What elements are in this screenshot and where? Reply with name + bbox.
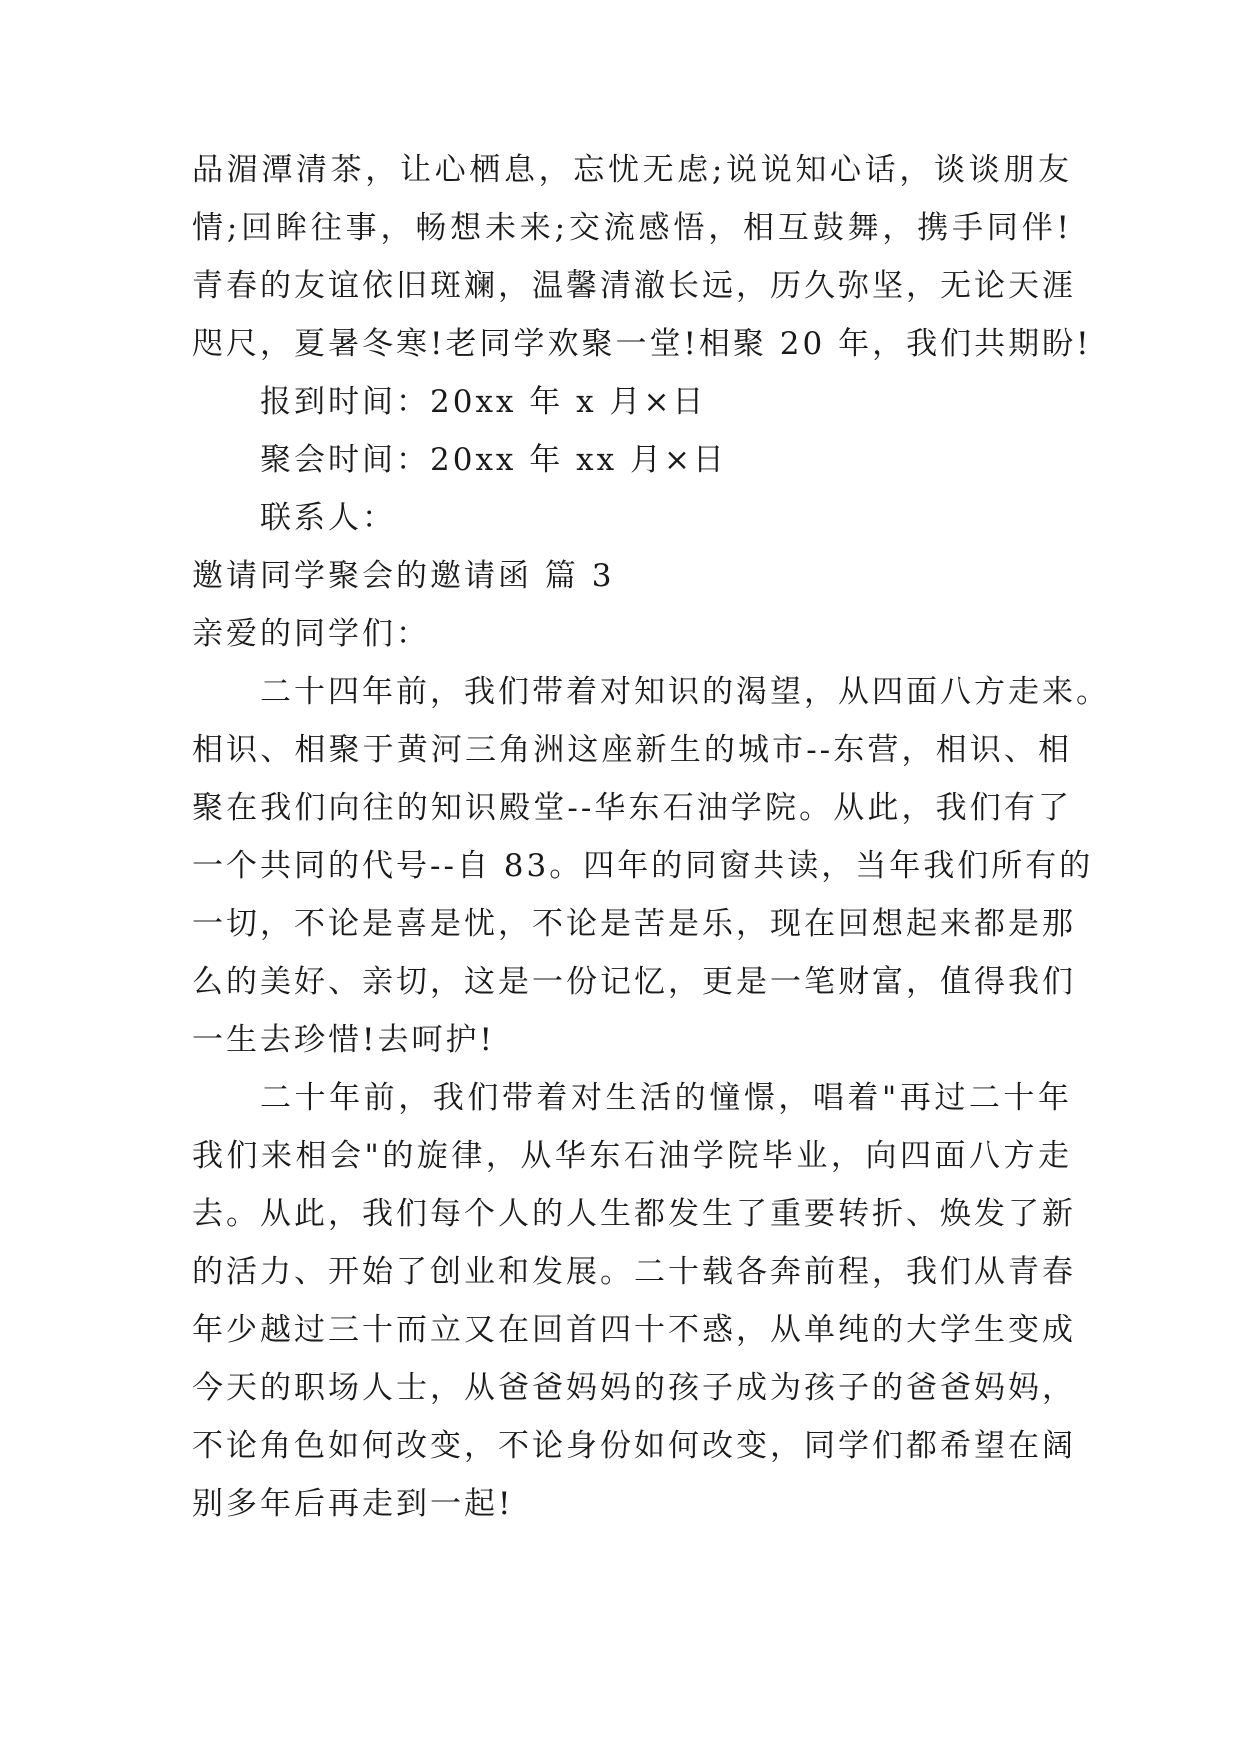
salutation: 亲爱的同学们： — [192, 616, 430, 652]
section-heading: 邀请同学聚会的邀请函 篇 3 — [192, 558, 615, 594]
paragraph-line: 二十四年前，我们带着对知识的渴望，从四面八方走来。 — [260, 674, 1110, 710]
paragraph-line: 情;回眸往事，畅想未来;交流感悟，相互鼓舞，携手同伴! — [192, 210, 1072, 246]
paragraph-line: 一切，不论是喜是忧，不论是苦是乐，现在回想起来都是那 — [192, 906, 1076, 942]
paragraph-line: 品湄潭清茶，让心栖息，忘忧无虑;说说知心话，谈谈朋友 — [192, 152, 1072, 188]
meeting-time-line: 聚会时间：20xx 年 xx 月×日 — [260, 442, 727, 478]
paragraph-line: 的活力、开始了创业和发展。二十载各奔前程，我们从青春 — [192, 1254, 1076, 1290]
paragraph-line: 今天的职场人士，从爸爸妈妈的孩子成为孩子的爸爸妈妈， — [192, 1370, 1076, 1406]
paragraph-line: 咫尺，夏暑冬寒!老同学欢聚一堂!相聚 20 年，我们共期盼! — [192, 326, 1092, 362]
paragraph-line: 么的美好、亲切，这是一份记忆，更是一笔财富，值得我们 — [192, 964, 1076, 1000]
paragraph-line: 不论角色如何改变，不论身份如何改变，同学们都希望在阔 — [192, 1428, 1076, 1464]
paragraph-line: 别多年后再走到一起! — [192, 1486, 514, 1522]
paragraph-line: 聚在我们向往的知识殿堂--华东石油学院。从此，我们有了 — [192, 790, 1072, 826]
paragraph-line: 一生去珍惜!去呵护! — [192, 1022, 495, 1058]
paragraph-line: 二十年前，我们带着对生活的憧憬，唱着"再过二十年 — [260, 1080, 1072, 1116]
paragraph-line: 相识、相聚于黄河三角洲这座新生的城市--东营，相识、相 — [192, 732, 1072, 768]
paragraph-line: 年少越过三十而立又在回首四十不惑，从单纯的大学生变成 — [192, 1312, 1076, 1348]
report-time-line: 报到时间：20xx 年 x 月×日 — [260, 384, 707, 420]
contact-line: 联系人： — [260, 500, 396, 536]
paragraph-line: 去。从此，我们每个人的人生都发生了重要转折、焕发了新 — [192, 1196, 1076, 1232]
paragraph-line: 一个共同的代号--自 83。四年的同窗共读，当年我们所有的 — [192, 848, 1094, 884]
paragraph-line: 我们来相会"的旋律，从华东石油学院毕业，向四面八方走 — [192, 1138, 1072, 1174]
paragraph-line: 青春的友谊依旧斑斓，温馨清澈长远，历久弥坚，无论天涯 — [192, 268, 1076, 304]
